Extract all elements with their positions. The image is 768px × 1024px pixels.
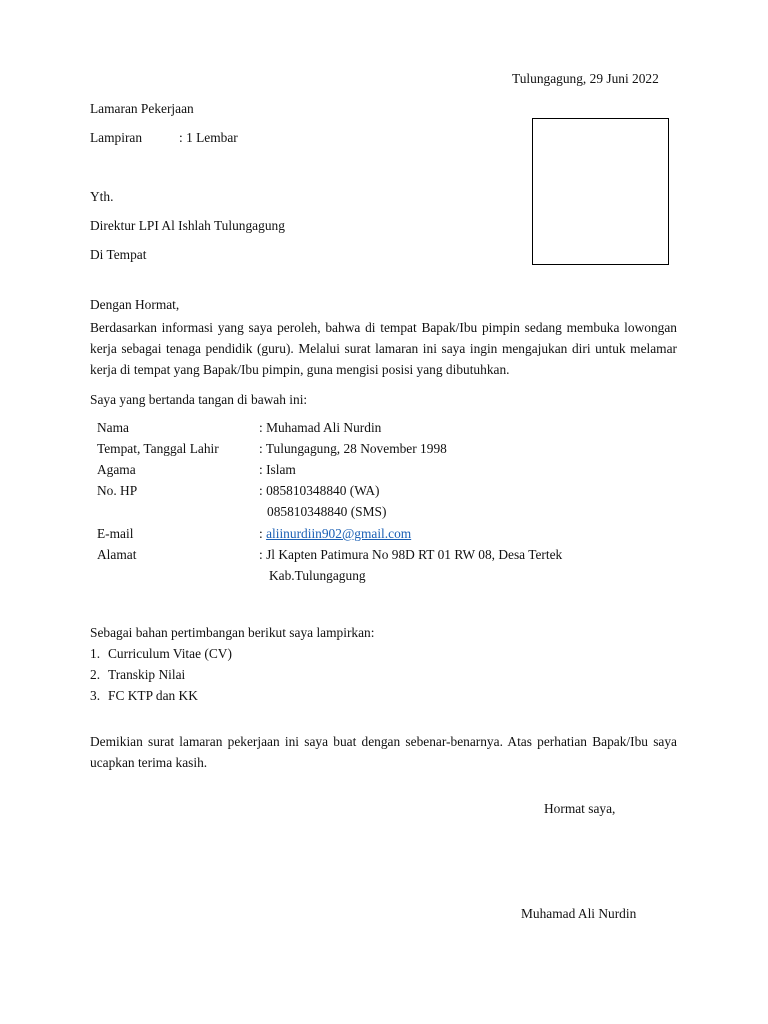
salutation: Dengan Hormat, <box>90 297 180 312</box>
attachments-intro: Sebagai bahan pertimbangan berikut saya lampirkan: <box>90 625 375 640</box>
list-item-number: 1. <box>90 646 101 661</box>
identity-row-email <box>97 526 697 546</box>
email-label: E-mail <box>97 526 134 541</box>
address-value-line-2: Kab.Tulungagung <box>269 568 366 583</box>
address-value-line-1: : Jl Kapten Patimura No 98D RT 01 RW 08, Desa Tertek <box>259 547 563 562</box>
recipient: Direktur LPI Al Ishlah Tulungagung <box>90 218 285 233</box>
list-item-number: 2. <box>90 667 101 682</box>
list-item-text: FC KTP dan KK <box>108 688 198 703</box>
identity-intro: Saya yang bertanda tangan di bawah ini: <box>90 392 308 407</box>
list-item <box>90 688 690 708</box>
birth-value: : Tulungagung, 28 November 1998 <box>259 441 447 456</box>
email-colon: : <box>259 526 267 541</box>
religion-value: : Islam <box>259 462 296 477</box>
identity-row-birth <box>97 441 697 461</box>
list-item-text: Curriculum Vitae (CV) <box>108 646 232 661</box>
list-item <box>90 667 690 687</box>
place: Di Tempat <box>90 247 147 262</box>
identity-row-phone <box>97 483 697 503</box>
intro-paragraph: Berdasarkan informasi yang saya peroleh, bahwa di tempat Bapak/Ibu pimpin sedang membuka lowongan kerja sebagai tenaga pendidik (guru). Melalui surat lamaran ini saya ingin mengajukan diri untuk melamar kerja di tempat yang Bapak/Ibu pimpin, guna mengisi posisi yang dibutuhkan. <box>90 320 677 377</box>
email-link[interactable]: aliinurdiin902@gmail.com <box>266 526 412 541</box>
identity-row-address <box>97 547 697 567</box>
list-item-text: Transkip Nilai <box>108 667 186 682</box>
photo-placeholder <box>532 118 669 265</box>
email-value-wrap <box>259 526 411 543</box>
closing-paragraph: Demikian surat lamaran pekerjaan ini saya buat dengan sebenar-benarnya. Atas perhatian Bapak/Ibu saya ucapkan terima kasih. <box>90 734 677 770</box>
closing: Hormat saya, <box>544 801 616 816</box>
list-item <box>90 646 690 666</box>
name-label: Nama <box>97 420 129 435</box>
letter-subject: Lamaran Pekerjaan <box>90 101 194 116</box>
letter-date: Tulungagung, 29 Juni 2022 <box>512 71 659 86</box>
identity-row-phone-2 <box>97 504 697 524</box>
list-item-number: 3. <box>90 688 101 703</box>
identity-row-religion <box>97 462 697 482</box>
name-value: : Muhamad Ali Nurdin <box>259 420 382 435</box>
greeting-to: Yth. <box>90 189 114 204</box>
signature-name: Muhamad Ali Nurdin <box>521 906 637 921</box>
identity-row-address-2 <box>97 568 697 588</box>
birth-label: Tempat, Tanggal Lahir <box>97 441 219 456</box>
identity-row-name <box>97 420 697 440</box>
address-label: Alamat <box>97 547 137 562</box>
attachment-value: : 1 Lembar <box>179 130 238 145</box>
attachment-label: Lampiran <box>90 130 143 145</box>
phone-value-sms: 085810348840 (SMS) <box>267 504 387 519</box>
phone-value-wa: : 085810348840 (WA) <box>259 483 380 498</box>
religion-label: Agama <box>97 462 136 477</box>
phone-label: No. HP <box>97 483 138 498</box>
